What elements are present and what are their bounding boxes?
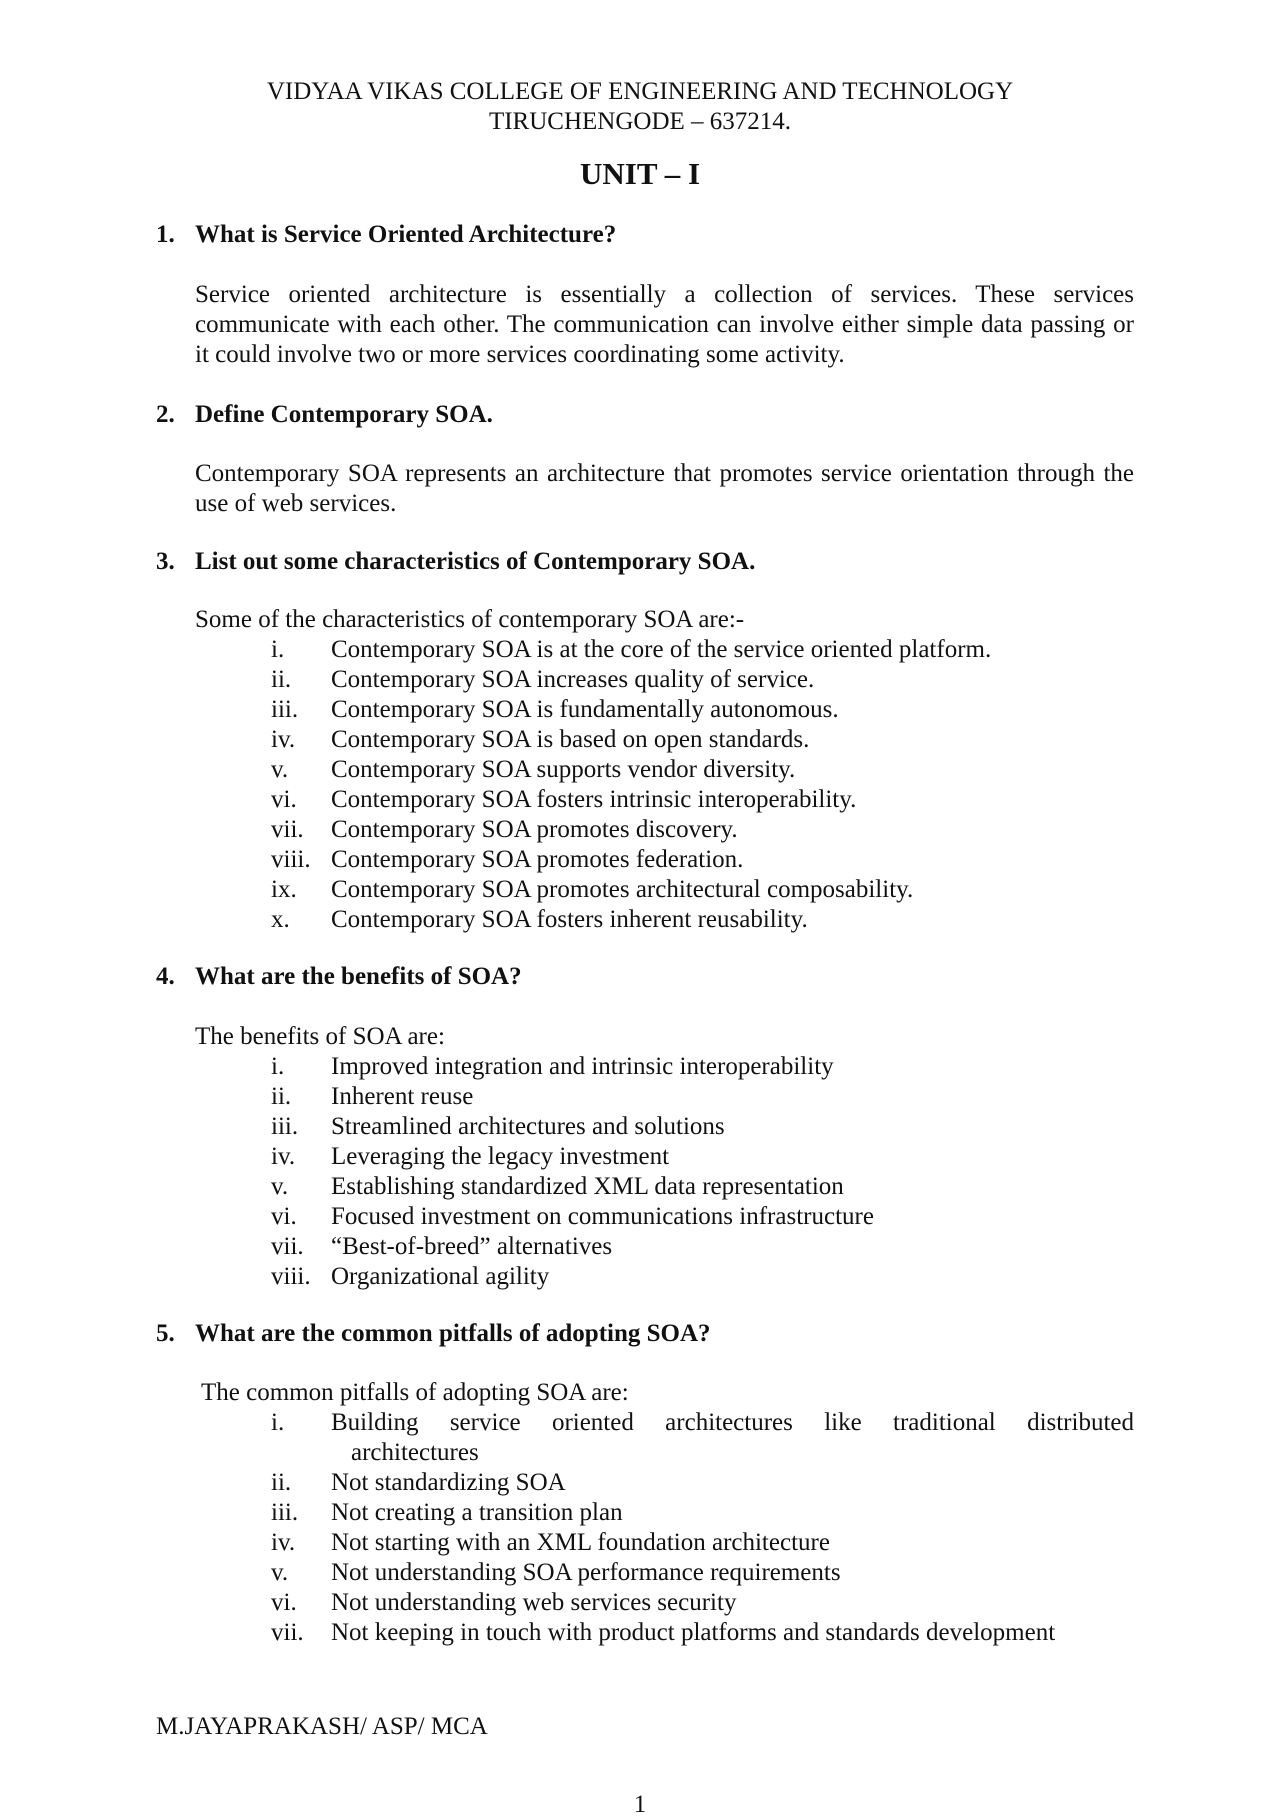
word: oriented (551, 1409, 634, 1436)
list-item (0, 1468, 1140, 1498)
list-item-text: Contemporary SOA promotes discovery. (331, 816, 738, 843)
list-item (0, 1558, 1140, 1588)
list-item (0, 1498, 1140, 1528)
list-item (0, 635, 1140, 665)
word: like (824, 1409, 862, 1436)
list-item (0, 725, 1140, 755)
list-item-text: Contemporary SOA fosters intrinsic interoperability. (331, 786, 857, 813)
question-3-heading (156, 547, 1136, 577)
question-5-heading (156, 1319, 1136, 1349)
list-item-number: vii. (271, 1619, 304, 1646)
list-item (0, 1202, 1140, 1232)
list-item (0, 845, 1140, 875)
list-item (0, 1232, 1140, 1262)
list-item (0, 1172, 1140, 1202)
list-item (0, 1082, 1140, 1112)
list-item-number: vii. (271, 1233, 304, 1260)
list-item-number: vi. (271, 786, 297, 813)
list-item (0, 905, 1140, 935)
list-item (0, 1112, 1140, 1142)
question-1-heading (156, 220, 1136, 250)
list-item-number: viii. (271, 846, 311, 873)
list-item-text: Contemporary SOA promotes federation. (331, 846, 744, 873)
list-item-number: vi. (271, 1203, 297, 1230)
list-item-number: iii. (271, 1499, 299, 1526)
list-item-text: Contemporary SOA fosters inherent reusability. (331, 906, 808, 933)
list-item-number: v. (271, 1173, 289, 1200)
list-item-text: Establishing standardized XML data representation (331, 1173, 844, 1200)
list-item (0, 785, 1140, 815)
list-item-text: Not understanding web services security (331, 1589, 737, 1616)
list-item (0, 665, 1140, 695)
question-number: 2. (156, 401, 175, 428)
question-number: 5. (156, 1320, 175, 1347)
list-item-text: Contemporary SOA increases quality of service. (331, 666, 815, 693)
word: service (449, 1409, 521, 1436)
list-item (0, 1052, 1140, 1082)
unit-title: UNIT – I (579, 156, 701, 191)
word: traditional (893, 1409, 996, 1436)
characteristics-list (0, 635, 1140, 935)
list-item-number: i. (271, 1409, 285, 1436)
question-title: What are the common pitfalls of adopting SOA? (195, 1320, 711, 1347)
list-item-number: i. (271, 1053, 285, 1080)
word: architectures (665, 1409, 793, 1436)
list-item-text: Contemporary SOA promotes architectural composability. (331, 876, 914, 903)
question-number: 1. (156, 221, 175, 248)
question-title: List out some characteristics of Contemporary SOA. (195, 548, 756, 575)
question-title: What is Service Oriented Architecture? (195, 221, 617, 248)
question-title: Define Contemporary SOA. (195, 401, 493, 428)
list-item-text: Not starting with an XML foundation architecture (331, 1529, 830, 1556)
list-item-number: v. (271, 756, 289, 783)
list-item (0, 1588, 1140, 1618)
list-item-text: “Best-of-breed” alternatives (331, 1233, 613, 1260)
list-item-text: Improved integration and intrinsic interoperability (331, 1053, 834, 1080)
list-item-number: vi. (271, 1589, 297, 1616)
list-item-text: Inherent reuse (331, 1083, 474, 1110)
list-item-text: Contemporary SOA is fundamentally autonomous. (331, 696, 839, 723)
list-item (0, 815, 1140, 845)
list-item-number: i. (271, 636, 285, 663)
page-number: 1 (633, 1791, 647, 1818)
pitfalls-list (0, 1468, 1140, 1648)
list-item (0, 1528, 1140, 1558)
list-item-number: ix. (271, 876, 297, 903)
list-item-text: Not keeping in touch with product platforms and standards development (331, 1619, 1056, 1646)
list-item-number: ii. (271, 666, 292, 693)
list-item-text (331, 1408, 1134, 1438)
list-item-number: v. (271, 1559, 289, 1586)
answer-2-text: Contemporary SOA represents an architecture that promotes service orientation through the use of web services. (195, 460, 1134, 517)
list-item-number: vii. (271, 816, 304, 843)
list-item-text: Focused investment on communications infrastructure (331, 1203, 874, 1230)
list-item-text: Streamlined architectures and solutions (331, 1113, 725, 1140)
question-4-heading (156, 962, 1136, 992)
word: Building (331, 1409, 419, 1436)
list-item-text: Not standardizing SOA (331, 1469, 566, 1496)
list-item (0, 875, 1140, 905)
answer-4-intro: The benefits of SOA are: (195, 1023, 445, 1050)
college-address: TIRUCHENGODE – 637214. (488, 108, 792, 135)
answer-5-intro: The common pitfalls of adopting SOA are: (201, 1379, 629, 1406)
list-item (0, 1618, 1140, 1648)
question-2-heading (156, 400, 1136, 430)
list-item-number: ii. (271, 1083, 292, 1110)
list-item-text: Contemporary SOA is based on open standards. (331, 726, 810, 753)
list-item (0, 695, 1140, 725)
question-number: 4. (156, 963, 175, 990)
list-item-text: Not creating a transition plan (331, 1499, 623, 1526)
answer-3-intro: Some of the characteristics of contemporary SOA are:- (195, 606, 745, 633)
list-item (0, 755, 1140, 785)
list-item-number: iv. (271, 1529, 296, 1556)
list-item-number: iii. (271, 1113, 299, 1140)
list-item-text: Not understanding SOA performance requirements (331, 1559, 841, 1586)
list-item-number: iii. (271, 696, 299, 723)
college-name: VIDYAA VIKAS COLLEGE OF ENGINEERING AND TECHNOLOGY (266, 78, 1014, 105)
list-item-text: Leveraging the legacy investment (331, 1143, 670, 1170)
footer-author: M.JAYAPRAKASH/ ASP/ MCA (156, 1713, 488, 1740)
list-item-number: viii. (271, 1263, 311, 1290)
list-item-number: iv. (271, 1143, 296, 1170)
list-item-number: iv. (271, 726, 296, 753)
list-item-text: Contemporary SOA supports vendor diversity. (331, 756, 796, 783)
word: distributed (1027, 1409, 1134, 1436)
list-item-continuation: architectures (351, 1439, 479, 1466)
list-item-number: ii. (271, 1469, 292, 1496)
list-item (0, 1142, 1140, 1172)
list-item-text: Organizational agility (331, 1263, 550, 1290)
benefits-list (0, 1052, 1140, 1292)
list-item-text: Contemporary SOA is at the core of the service oriented platform. (331, 636, 992, 663)
list-item (0, 1262, 1140, 1292)
question-number: 3. (156, 548, 175, 575)
answer-1-text: Service oriented architecture is essentially a collection of services. These services communicate with each other. The communication can involve either simple data passing or it could involve two or more services coordinating some activity. (195, 281, 1134, 368)
question-title: What are the benefits of SOA? (195, 963, 522, 990)
list-item-number: x. (271, 906, 290, 933)
